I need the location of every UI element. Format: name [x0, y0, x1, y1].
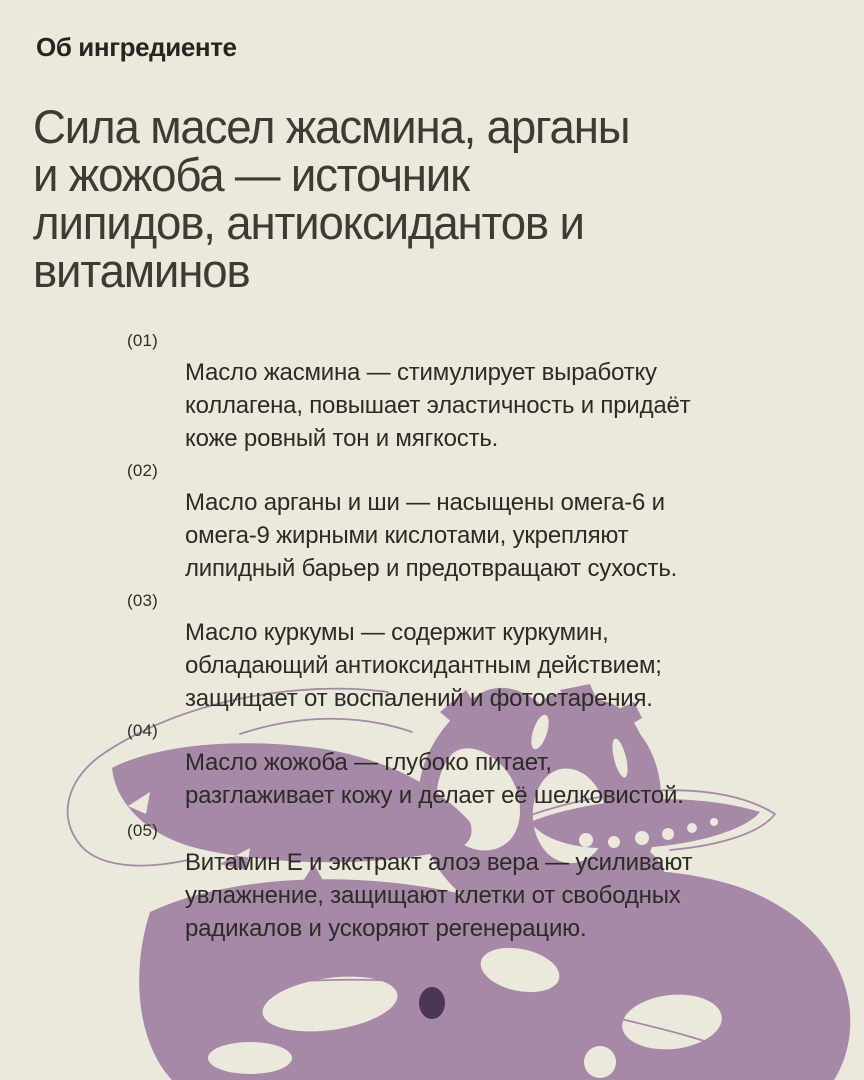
item-text-line: омега-9 жирными кислотами, укрепляют — [185, 522, 629, 549]
item-text-line: Масло куркумы — содержит куркумин, — [185, 619, 609, 646]
item-text — [185, 846, 785, 945]
item-text — [185, 746, 785, 812]
item-text — [185, 356, 785, 455]
title-line: витаминов — [33, 244, 250, 297]
item-text-line: разглаживает кожу и делает её шелковистой. — [185, 782, 684, 809]
item-text — [185, 486, 785, 585]
item-text — [185, 616, 785, 715]
list-item — [127, 331, 807, 455]
list-item — [127, 721, 807, 812]
item-text-line: Масло жасмина — стимулирует выработку — [185, 359, 657, 386]
title-line: липидов, антиоксидантов и — [33, 196, 584, 249]
list-item — [127, 461, 807, 585]
item-text-line: Масло жожоба — глубоко питает, — [185, 749, 552, 776]
item-text-line: радикалов и ускоряют регенерацию. — [185, 915, 587, 942]
list-item — [127, 591, 807, 715]
item-number: (05) — [127, 821, 159, 840]
item-text-line: липидный барьер и предотвращают сухость. — [185, 555, 678, 582]
item-text-line: коллагена, повышает эластичность и придаёт — [185, 392, 691, 419]
item-number: (03) — [127, 591, 159, 610]
item-text-line: коже ровный тон и мягкость. — [185, 425, 499, 452]
item-text-line: Масло арганы и ши — насыщены омега-6 и — [185, 489, 665, 516]
title-line: и жожоба — источник — [33, 148, 469, 201]
item-text-line: увлажнение, защищают клетки от свободных — [185, 882, 681, 909]
item-text-line: Витамин Е и экстракт алоэ вера — усиливают — [185, 849, 693, 876]
item-text-line: защищает от воспалений и фотостарения. — [185, 685, 653, 712]
item-number: (01) — [127, 331, 159, 350]
item-number: (04) — [127, 721, 159, 740]
item-text-line: обладающий антиоксидантным действием; — [185, 652, 662, 679]
list-item — [127, 821, 807, 945]
item-number: (02) — [127, 461, 159, 480]
section-label: Об ингредиенте — [36, 32, 237, 62]
title-line: Сила масел жасмина, арганы — [33, 100, 630, 153]
